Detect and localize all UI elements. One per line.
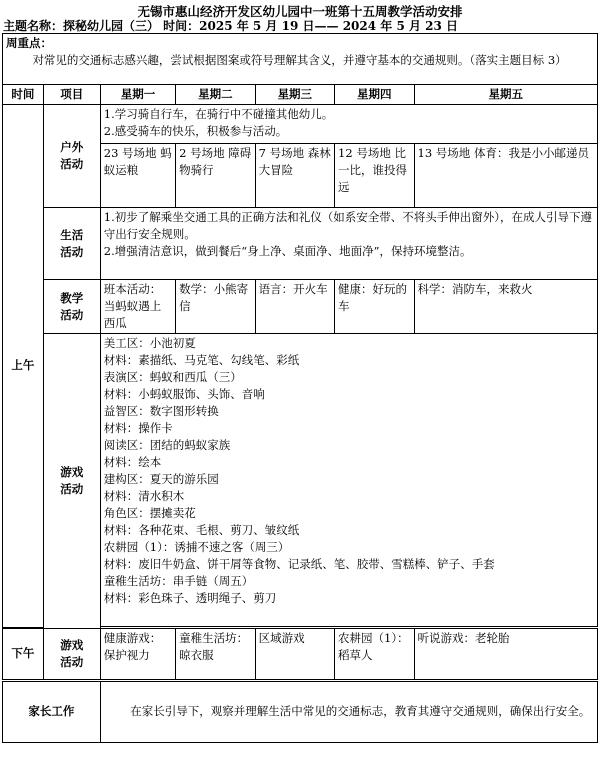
col-header-time: 时间 xyxy=(3,85,44,105)
outdoor-goal-1: 1.学习骑自行车，在骑行中不碰撞其他幼儿。 xyxy=(103,107,334,121)
focus-text: 对常见的交通标志感兴趣，尝试根据图案或符号理解其含义，并遵守基本的交通规则。（落实主题目标 3） xyxy=(32,53,567,67)
afternoon-game-label xyxy=(43,628,100,680)
morning-label: 上午 xyxy=(3,105,44,628)
game-line: 材料：各种花束、毛根、剪刀、皱纹纸 xyxy=(103,523,300,537)
focus-cell xyxy=(3,34,598,85)
game-line: 材料：小蚂蚁服饰、头饰、音响 xyxy=(103,387,265,401)
afternoon-label-line1: 游戏 xyxy=(60,637,84,652)
focus-row xyxy=(3,34,598,85)
life-row xyxy=(3,208,598,280)
outdoor-thursday: 12 号场地 比一比，谁投得远 xyxy=(335,144,414,208)
game-line: 材料：清水积木 xyxy=(103,489,185,503)
life-goal-2: 2.增强清洁意识，做到餐后“身上净、桌面净、地面净”，保持环境整洁。 xyxy=(103,244,472,258)
teaching-label-line1: 教学 xyxy=(60,290,84,305)
game-activity-label xyxy=(43,334,100,629)
game-line: 农耕园（1）：诱捕不速之客（周三） xyxy=(103,540,290,554)
col-header-monday: 星期一 xyxy=(100,85,175,105)
col-header-friday: 星期五 xyxy=(414,85,598,105)
outdoor-tuesday: 2 号场地 障碍物骑行 xyxy=(176,144,255,208)
teaching-wednesday: 语言：开火车 xyxy=(255,280,334,334)
teaching-thursday: 健康：好玩的车 xyxy=(335,280,414,334)
afternoon-tuesday: 童稚生活坊：晾衣服 xyxy=(176,628,255,680)
games-label-line2: 活动 xyxy=(60,481,84,496)
game-line: 益智区：数字图形转换 xyxy=(103,404,219,418)
game-line: 表演区：蚂蚁和西瓜（三） xyxy=(103,370,242,384)
col-header-wednesday: 星期三 xyxy=(255,85,334,105)
afternoon-label-line2: 活动 xyxy=(60,654,84,669)
teaching-monday: 班本活动：当蚂蚁遇上西瓜 xyxy=(100,280,175,334)
outdoor-label-line2: 活动 xyxy=(60,157,84,171)
game-line: 材料：操作卡 xyxy=(103,421,173,435)
life-goal-1: 1.初步了解乘坐交通工具的正确方法和礼仪（如系安全带、不将头手伸出窗外），在成人引导下遵守出行安全规则。 xyxy=(103,210,592,241)
game-line: 材料：绘本 xyxy=(103,455,162,469)
teaching-label-line2: 活动 xyxy=(60,307,84,322)
document-title: 无锡市惠山经济开发区幼儿园中一班第十五周教学活动安排 xyxy=(137,4,463,19)
teaching-friday: 科学：消防车，来救火 xyxy=(414,280,598,334)
outdoor-wednesday: 7 号场地 森林大冒险 xyxy=(255,144,334,208)
game-line: 建构区：夏天的游乐园 xyxy=(103,472,219,486)
game-line: 美工区：小池初夏 xyxy=(103,336,196,350)
games-label-line1: 游戏 xyxy=(60,464,84,479)
afternoon-friday: 听说游戏：老轮胎 xyxy=(414,628,598,680)
outdoor-friday: 13 号场地 体育：我是小小邮递员 xyxy=(414,144,598,208)
teaching-tuesday: 数学：小熊寄信 xyxy=(176,280,255,334)
afternoon-label: 下午 xyxy=(3,628,44,680)
col-header-tuesday: 星期二 xyxy=(176,85,255,105)
afternoon-thursday: 农耕园（1）：稻草人 xyxy=(335,628,414,680)
games-row xyxy=(3,334,598,627)
afternoon-monday: 健康游戏：保护视力 xyxy=(100,628,175,680)
game-line: 材料：彩色珠子、透明绳子、剪刀 xyxy=(103,591,277,605)
game-line: 材料：素描纸、马克笔、勾线笔、彩纸 xyxy=(103,353,300,367)
outdoor-goals-row xyxy=(3,105,598,144)
family-row xyxy=(3,680,598,742)
family-work-text: 在家长引导下，观察并理解生活中常见的交通标志，教育其遵守交通规则，确保出行安全。 xyxy=(100,680,597,742)
game-line: 童稚生活坊：串手链（周五） xyxy=(103,574,254,588)
weekly-plan-table xyxy=(2,33,598,743)
game-line: 阅读区：团结的蚂蚁家族 xyxy=(103,438,231,452)
game-line: 材料：废旧牛奶盒、饼干屑等食物、记录纸、笔、胶带、雪糕棒、铲子、手套 xyxy=(103,557,495,571)
outdoor-goal-2: 2.感受骑车的快乐，积极参与活动。 xyxy=(103,124,288,138)
col-header-thursday: 星期四 xyxy=(335,85,414,105)
focus-label: 周重点： xyxy=(6,36,52,50)
teaching-row xyxy=(3,280,598,334)
theme-and-date: 主题名称：探秘幼儿园（三） 时间：2025 年 5 月 19 日—— 2024 年 5 月 23 日 xyxy=(3,19,459,33)
col-header-item: 项目 xyxy=(43,85,100,105)
afternoon-row xyxy=(3,628,598,680)
game-line: 角色区：摆摊卖花 xyxy=(103,506,196,520)
life-label-line1: 生活 xyxy=(60,227,84,242)
outdoor-monday: 23 号场地 蚂蚁运粮 xyxy=(100,144,175,208)
outdoor-label-line1: 户外 xyxy=(60,140,84,154)
family-work-label: 家长工作 xyxy=(3,680,101,742)
afternoon-wednesday: 区域游戏 xyxy=(255,628,334,680)
outdoor-goals xyxy=(100,105,597,144)
life-goals xyxy=(100,208,597,280)
game-areas xyxy=(100,334,597,627)
teaching-activity-label xyxy=(43,280,100,334)
life-activity-label xyxy=(43,208,100,280)
outdoor-activity-label xyxy=(43,105,100,208)
column-header-row xyxy=(3,85,598,105)
life-label-line2: 活动 xyxy=(60,244,84,259)
